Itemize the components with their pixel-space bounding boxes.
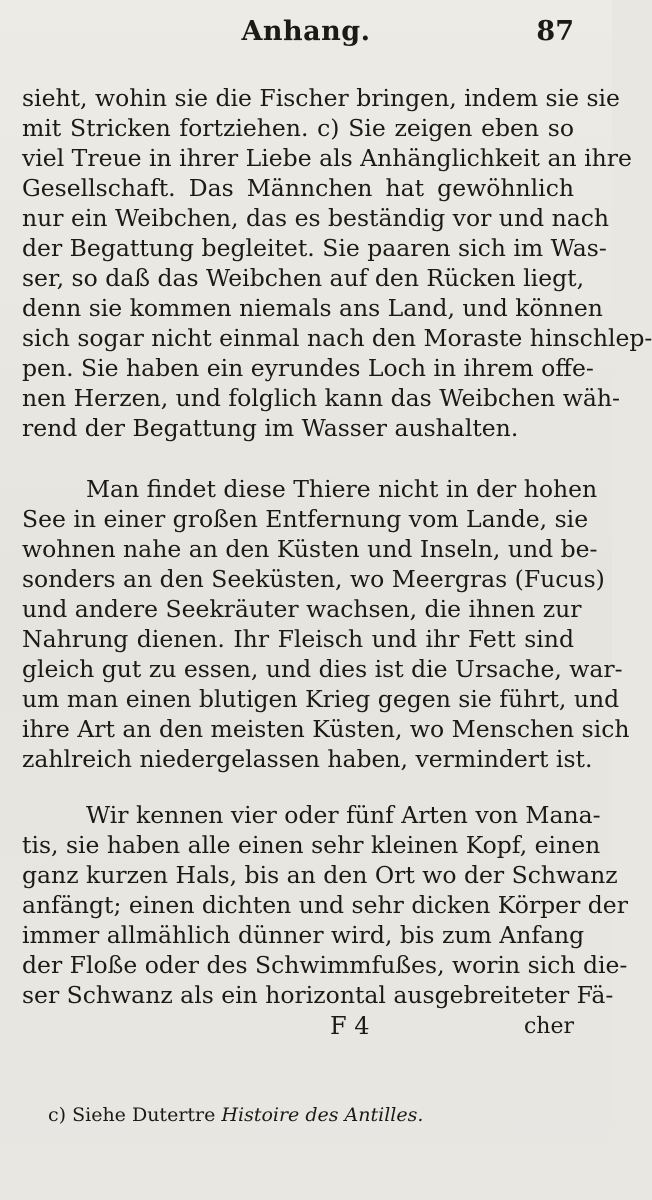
text-line: gleich gut zu essen, und dies ist die Ursache, war- [22,655,623,683]
catchword: cher [523,1014,574,1039]
text-line: See in einer großen Entfernung vom Lande, sie [22,505,589,533]
text-line: sich sogar nicht einmal nach den Moraste hinschlep- [22,324,652,352]
footnote-text: Siehe Dutertre [72,1104,216,1126]
footnote-marker: c) [48,1104,67,1126]
text-line: der Floße oder des Schwimmfußes, worin sich die- [22,951,628,979]
text-line: mit Stricken fortziehen. c) Sie zeigen eben so [22,114,574,142]
footnote-title: Histoire des Antilles. [221,1104,424,1126]
text-line: pen. Sie haben ein eyrundes Loch in ihrem offe- [22,354,594,382]
text-line: Nahrung dienen. Ihr Fleisch und ihr Fett sind [22,625,574,653]
text-line: und andere Seekräuter wachsen, die ihnen zur [22,595,582,623]
text-line: ihre Art an den meisten Küsten, wo Menschen sich [22,715,630,743]
text-line: Man findet diese Thiere nicht in der hohen [86,475,598,503]
text-line: tis, sie haben alle einen sehr kleinen Kopf, einen [22,831,601,859]
text-line: rend der Begattung im Wasser aushalten. [22,414,519,442]
text-line: viel Treue in ihrer Liebe als Anhänglichkeit an ihre [22,144,632,172]
signature-mark: F 4 [330,1012,370,1040]
text-line: Gesellschaft. Das Männchen hat gewöhnlich [22,174,574,202]
text-line: sieht, wohin sie die Fischer bringen, indem sie sie [22,84,620,112]
page-number: 87 [536,16,574,47]
running-header [0,16,612,56]
footnote [48,1104,423,1126]
text-line: ser Schwanz als ein horizontal ausgebreiteter Fä- [22,981,614,1009]
text-line: immer allmählich dünner wird, bis zum Anfang [22,921,585,949]
running-title: Anhang. [241,16,371,47]
text-line: denn sie kommen niemals ans Land, und können [22,294,603,322]
text-line: zahlreich niedergelassen haben, vermindert ist. [22,745,593,773]
text-line: ser, so daß das Weibchen auf den Rücken liegt, [22,264,585,292]
text-line: nur ein Weibchen, das es beständig vor und nach [22,204,610,232]
text-line: wohnen nahe an den Küsten und Inseln, und be- [22,535,598,563]
text-line: sonders an den Seeküsten, wo Meergras (Fucus) [22,565,605,593]
text-line: Wir kennen vier oder fünf Arten von Mana- [86,801,601,829]
text-line: anfängt; einen dichten und sehr dicken Körper der [22,891,628,919]
text-line: der Begattung begleitet. Sie paaren sich im Was- [22,234,607,262]
text-line: nen Herzen, und folglich kann das Weibchen wäh- [22,384,620,412]
text-line: ganz kurzen Hals, bis an den Ort wo der Schwanz [22,861,618,889]
text-line: um man einen blutigen Krieg gegen sie führt, und [22,685,620,713]
